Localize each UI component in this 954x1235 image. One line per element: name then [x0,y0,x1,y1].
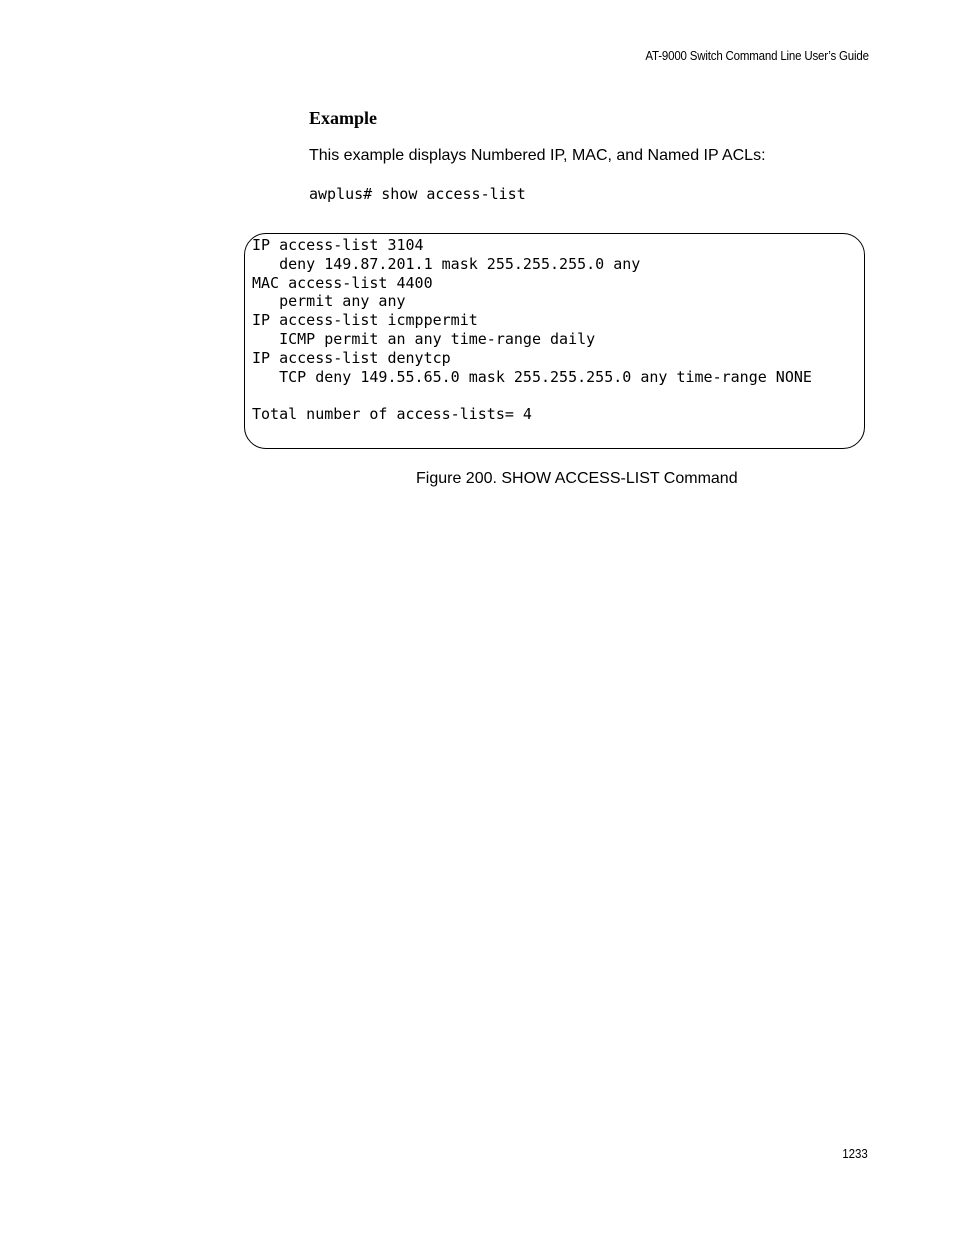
output-line: IP access-list denytcp [252,348,451,367]
output-line: ICMP permit an any time-range daily [252,329,596,348]
output-line [252,386,812,405]
output-line: Total number of access-lists= 4 [252,405,532,424]
command-output [252,236,812,424]
output-line: TCP deny 149.55.65.0 mask 255.255.255.0 any time-range NONE [252,367,812,386]
output-line: MAC access-list 4400 [252,273,433,292]
output-line: deny 149.87.201.1 mask 255.255.255.0 any [252,254,641,273]
intro-paragraph: This example displays Numbered IP, MAC, and Named IP ACLs: [309,147,766,164]
page-number: 1233 [842,1147,868,1161]
figure-caption: Figure 200. SHOW ACCESS-LIST Command [416,470,738,487]
output-line: IP access-list icmppermit [252,311,478,330]
section-heading: Example [309,108,378,128]
command-example: awplus# show access-list [309,185,526,203]
running-header: AT-9000 Switch Command Line User’s Guide [645,49,869,63]
output-line: IP access-list 3104 [252,236,424,254]
output-line: permit any any [252,292,406,311]
